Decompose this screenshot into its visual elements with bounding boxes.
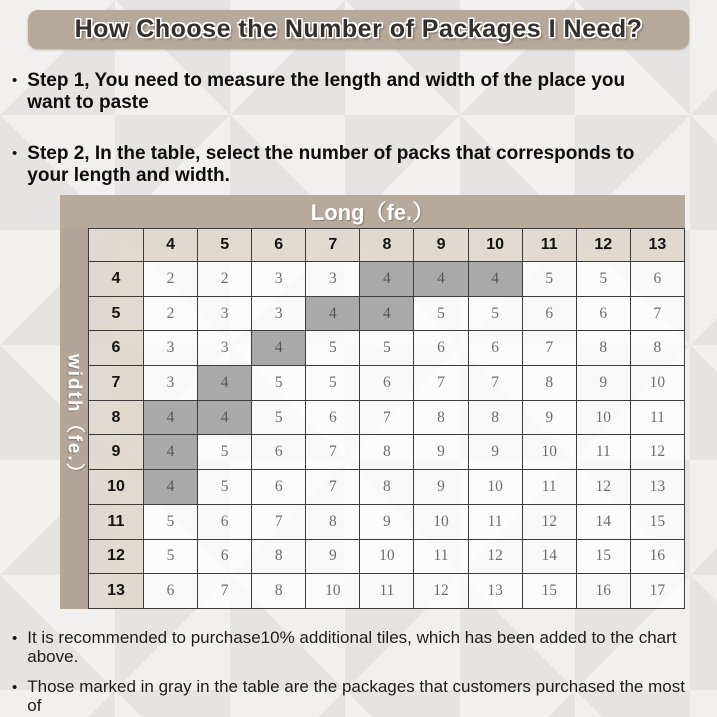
- value-cell-highlighted: 4: [144, 435, 198, 470]
- value-cell: 8: [252, 574, 306, 609]
- value-cell-highlighted: 4: [360, 296, 414, 331]
- value-cell: 11: [360, 574, 414, 609]
- value-cell: 12: [468, 539, 522, 574]
- width-axis-band: [60, 228, 88, 609]
- value-cell: 7: [360, 400, 414, 435]
- bullet-icon: •: [12, 630, 18, 647]
- value-cell: 3: [306, 262, 360, 297]
- value-cell: 7: [252, 504, 306, 539]
- value-cell: 8: [630, 331, 684, 366]
- col-header-cell: 13: [630, 229, 684, 262]
- value-cell-highlighted: 4: [198, 400, 252, 435]
- note-text-2: Those marked in gray in the table are the packages that customers purchased the most of: [27, 677, 685, 715]
- col-header-cell: 7: [306, 229, 360, 262]
- col-header-cell: 11: [522, 229, 576, 262]
- value-cell: 5: [198, 470, 252, 505]
- value-cell: 11: [468, 504, 522, 539]
- row-header-cell: 6: [89, 331, 144, 366]
- table-row: [89, 574, 685, 609]
- value-cell: 3: [252, 262, 306, 297]
- value-cell: 11: [414, 539, 468, 574]
- value-cell: 17: [630, 574, 684, 609]
- note-item-1: [12, 628, 702, 666]
- value-cell: 7: [198, 574, 252, 609]
- value-cell: 8: [468, 400, 522, 435]
- value-cell: 7: [306, 435, 360, 470]
- value-cell: 9: [414, 470, 468, 505]
- value-cell: 12: [630, 435, 684, 470]
- value-cell: 6: [198, 504, 252, 539]
- row-header-cell: 11: [89, 504, 144, 539]
- value-cell: 2: [198, 262, 252, 297]
- value-cell-highlighted: 4: [252, 331, 306, 366]
- value-cell: 8: [306, 504, 360, 539]
- value-cell: 15: [576, 539, 630, 574]
- value-cell: 6: [252, 435, 306, 470]
- value-cell: 5: [198, 435, 252, 470]
- step-text-2: Step 2, In the table, select the number of packs that corresponds to your length and width.: [27, 143, 635, 186]
- table-row: [89, 504, 685, 539]
- value-cell: 5: [522, 262, 576, 297]
- value-cell: 10: [360, 539, 414, 574]
- row-header-cell: 4: [89, 262, 144, 297]
- title-banner: [28, 10, 689, 49]
- note-item-2: [12, 677, 702, 715]
- value-cell: 8: [522, 366, 576, 401]
- value-cell: 10: [576, 400, 630, 435]
- value-cell-highlighted: 4: [360, 262, 414, 297]
- value-cell: 14: [576, 504, 630, 539]
- table-row: [89, 296, 685, 331]
- row-header-cell: 5: [89, 296, 144, 331]
- value-cell: 2: [144, 296, 198, 331]
- value-cell: 10: [630, 366, 684, 401]
- value-cell: 8: [414, 400, 468, 435]
- value-cell: 3: [198, 331, 252, 366]
- value-cell: 6: [360, 366, 414, 401]
- table-row: [89, 435, 685, 470]
- value-cell: 7: [414, 366, 468, 401]
- step-item-1: [12, 70, 672, 114]
- value-cell: 9: [414, 435, 468, 470]
- value-cell: 2: [144, 262, 198, 297]
- value-cell: 6: [522, 296, 576, 331]
- value-cell-highlighted: 4: [468, 262, 522, 297]
- value-cell: 7: [522, 331, 576, 366]
- value-cell: 11: [522, 470, 576, 505]
- value-cell: 8: [360, 470, 414, 505]
- table-row: [89, 366, 685, 401]
- step-text-1: Step 1, You need to measure the length and width of the place you want to paste: [27, 70, 626, 113]
- col-header-cell: 6: [252, 229, 306, 262]
- col-header-cell: 4: [144, 229, 198, 262]
- value-cell: 5: [144, 539, 198, 574]
- value-cell-highlighted: 4: [198, 366, 252, 401]
- value-cell: 13: [468, 574, 522, 609]
- packages-table: [88, 228, 685, 609]
- row-header-cell: 13: [89, 574, 144, 609]
- table-row: [89, 400, 685, 435]
- value-cell: 7: [306, 470, 360, 505]
- value-cell-highlighted: 4: [414, 262, 468, 297]
- value-cell: 5: [414, 296, 468, 331]
- col-header-cell: 12: [576, 229, 630, 262]
- value-cell: 6: [576, 296, 630, 331]
- value-cell: 5: [144, 504, 198, 539]
- value-cell: 5: [468, 296, 522, 331]
- value-cell: 5: [306, 366, 360, 401]
- value-cell: 5: [252, 366, 306, 401]
- col-header-cell: 10: [468, 229, 522, 262]
- row-header-cell: 10: [89, 470, 144, 505]
- bullet-icon: •: [12, 145, 18, 162]
- value-cell: 3: [252, 296, 306, 331]
- value-cell: 3: [144, 331, 198, 366]
- value-cell: 16: [576, 574, 630, 609]
- value-cell: 8: [360, 435, 414, 470]
- value-cell: 9: [360, 504, 414, 539]
- value-cell: 8: [576, 331, 630, 366]
- value-cell: 6: [198, 539, 252, 574]
- value-cell: 12: [414, 574, 468, 609]
- value-cell: 6: [306, 400, 360, 435]
- value-cell: 10: [414, 504, 468, 539]
- value-cell-highlighted: 4: [306, 296, 360, 331]
- table-row: [89, 539, 685, 574]
- packages-table-head: [89, 229, 685, 262]
- value-cell: 6: [252, 470, 306, 505]
- value-cell: 6: [144, 574, 198, 609]
- page-title: How Choose the Number of Packages I Need?: [74, 15, 643, 43]
- col-header-cell: 8: [360, 229, 414, 262]
- value-cell: 7: [630, 296, 684, 331]
- value-cell: 13: [630, 470, 684, 505]
- long-axis-label: Long（fe.）: [310, 200, 435, 225]
- note-text-1: It is recommended to purchase10% additional tiles, which has been added to the chart above.: [27, 628, 677, 666]
- value-cell: 12: [576, 470, 630, 505]
- bullet-icon: •: [12, 72, 18, 89]
- packages-table-body: [89, 262, 685, 609]
- value-cell: 10: [468, 470, 522, 505]
- value-cell: 3: [144, 366, 198, 401]
- value-cell: 9: [468, 435, 522, 470]
- table-row: [89, 331, 685, 366]
- long-axis-banner: [60, 195, 685, 228]
- step-item-2: [12, 143, 642, 187]
- col-header-cell: 5: [198, 229, 252, 262]
- width-axis-label: width（fe.）: [63, 353, 85, 484]
- row-header-cell: 9: [89, 435, 144, 470]
- value-cell: 11: [630, 400, 684, 435]
- value-cell: 5: [252, 400, 306, 435]
- value-cell-highlighted: 4: [144, 400, 198, 435]
- table-row: [89, 470, 685, 505]
- value-cell: 15: [630, 504, 684, 539]
- value-cell: 5: [360, 331, 414, 366]
- value-cell: 7: [468, 366, 522, 401]
- value-cell: 12: [522, 504, 576, 539]
- value-cell: 14: [522, 539, 576, 574]
- value-cell: 10: [306, 574, 360, 609]
- value-cell: 6: [414, 331, 468, 366]
- value-cell: 5: [306, 331, 360, 366]
- table-row: [89, 262, 685, 297]
- value-cell: 6: [630, 262, 684, 297]
- value-cell: 6: [468, 331, 522, 366]
- value-cell: 5: [576, 262, 630, 297]
- corner-cell: [89, 229, 144, 262]
- value-cell: 8: [252, 539, 306, 574]
- value-cell: 15: [522, 574, 576, 609]
- value-cell-highlighted: 4: [144, 470, 198, 505]
- value-cell: 16: [630, 539, 684, 574]
- col-header-cell: 9: [414, 229, 468, 262]
- bullet-icon: •: [12, 679, 18, 696]
- value-cell: 9: [522, 400, 576, 435]
- value-cell: 9: [306, 539, 360, 574]
- value-cell: 10: [522, 435, 576, 470]
- row-header-cell: 7: [89, 366, 144, 401]
- value-cell: 3: [198, 296, 252, 331]
- value-cell: 11: [576, 435, 630, 470]
- row-header-cell: 8: [89, 400, 144, 435]
- row-header-cell: 12: [89, 539, 144, 574]
- value-cell: 9: [576, 366, 630, 401]
